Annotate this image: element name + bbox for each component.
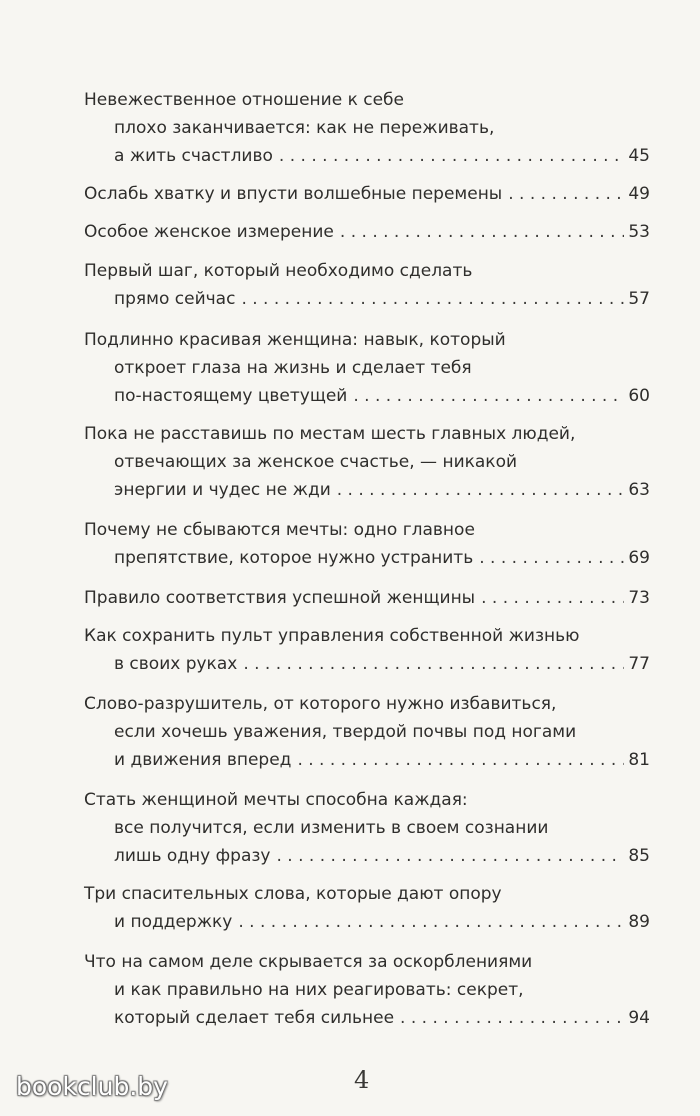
dot-leader xyxy=(400,1004,624,1032)
toc-entry-last-line xyxy=(114,842,650,870)
toc-entry-last-line xyxy=(84,180,650,208)
toc-entry-title-line: Правило соответствия успешной женщины xyxy=(84,588,476,608)
dot-leader xyxy=(340,218,624,246)
toc-entry-title-line: Почему не сбываются мечты: одно главное xyxy=(84,520,475,540)
toc-entry-title-line: а жить счастливо xyxy=(114,146,273,166)
toc-entry-last-line xyxy=(114,285,650,313)
toc-page-number: 57 xyxy=(628,289,650,309)
toc-entry-title-line: откроет глаза на жизнь и сделает тебя xyxy=(114,358,472,378)
toc-entry-title-line: плохо заканчивается: как не переживать, xyxy=(114,118,495,138)
watermark-logo: bookclub.by xyxy=(16,1072,168,1101)
toc-entry-last-line xyxy=(114,476,650,504)
dot-leader xyxy=(508,180,624,208)
toc-entry-last-line xyxy=(114,544,650,572)
toc-entry-title-line: препятствие, которое нужно устранить xyxy=(114,548,474,568)
toc-entry-title-line: прямо сейчас xyxy=(114,289,236,309)
toc-page-number: 89 xyxy=(628,912,650,932)
dot-leader xyxy=(481,584,624,612)
dot-leader xyxy=(297,746,624,774)
toc-entry-title-line: энергии и чудес не жди xyxy=(114,480,331,500)
toc-entry-title-line: отвечающих за женское счастье, — никакой xyxy=(114,452,518,472)
toc-entry-last-line xyxy=(114,382,650,410)
toc-entry-last-line xyxy=(114,746,650,774)
toc-page-number: 73 xyxy=(628,588,650,608)
dot-leader xyxy=(238,908,624,936)
toc-page-number: 77 xyxy=(628,654,650,674)
toc-entry-title-line: и движения вперед xyxy=(114,750,292,770)
toc-page-number: 49 xyxy=(628,184,650,204)
toc-entry-title-line: Первый шаг, который необходимо сделать xyxy=(84,261,473,281)
toc-page-number: 45 xyxy=(628,146,650,166)
toc-entry-title-line: Что на самом деле скрывается за оскорблениями xyxy=(84,952,533,972)
toc-entry-last-line xyxy=(114,650,650,678)
toc-page-number: 81 xyxy=(628,750,650,770)
toc-entry-last-line xyxy=(114,908,650,936)
toc-page-number: 94 xyxy=(628,1008,650,1028)
toc-entry-title-line: лишь одну фразу xyxy=(114,846,271,866)
toc-entry-title-line: по-настоящему цветущей xyxy=(114,386,348,406)
toc-entry-title-line: если хочешь уважения, твердой почвы под ногами xyxy=(114,722,577,742)
toc-entry-title-line: Ослабь хватку и впусти волшебные перемены xyxy=(84,184,503,204)
toc-page-number: 69 xyxy=(628,548,650,568)
toc-page-number: 53 xyxy=(628,222,650,242)
toc-entry-title-line: все получится, если изменить в своем сознании xyxy=(114,818,549,838)
toc-entry-title-line: и поддержку xyxy=(114,912,233,932)
page-number: 4 xyxy=(354,1066,370,1094)
toc-entry-title-line: Подлинно красивая женщина: навык, который xyxy=(84,330,506,350)
dot-leader xyxy=(279,142,624,170)
toc-entry-title-line: который сделает тебя сильнее xyxy=(114,1008,395,1028)
dot-leader xyxy=(241,285,624,313)
toc-entry-title-line: Невежественное отношение к себе xyxy=(84,90,404,110)
toc-entry-last-line xyxy=(114,142,650,170)
dot-leader xyxy=(353,382,624,410)
toc-entry-last-line xyxy=(84,584,650,612)
toc-entry-last-line xyxy=(114,1004,650,1032)
toc-entry-title-line: Особое женское измерение xyxy=(84,222,334,242)
toc-entry-title-line: в своих руках xyxy=(114,654,238,674)
toc-entry-title-line: Как сохранить пульт управления собственной жизнью xyxy=(84,626,580,646)
toc-entry-title-line: Пока не расставишь по местам шесть главных людей, xyxy=(84,424,576,444)
dot-leader xyxy=(337,476,625,504)
toc-page-number: 63 xyxy=(628,480,650,500)
toc-entry-title-line: Три спасительных слова, которые дают опору xyxy=(84,884,502,904)
dot-leader xyxy=(243,650,624,678)
dot-leader xyxy=(276,842,624,870)
toc-entry-title-line: Слово-разрушитель, от которого нужно избавиться, xyxy=(84,694,557,714)
toc-page-number: 60 xyxy=(628,386,650,406)
toc-entry-title-line: Стать женщиной мечты способна каждая: xyxy=(84,790,468,810)
toc-entry-last-line xyxy=(84,218,650,246)
dot-leader xyxy=(479,544,624,572)
toc-entry-title-line: и как правильно на них реагировать: секрет, xyxy=(114,980,524,1000)
toc-page-number: 85 xyxy=(628,846,650,866)
